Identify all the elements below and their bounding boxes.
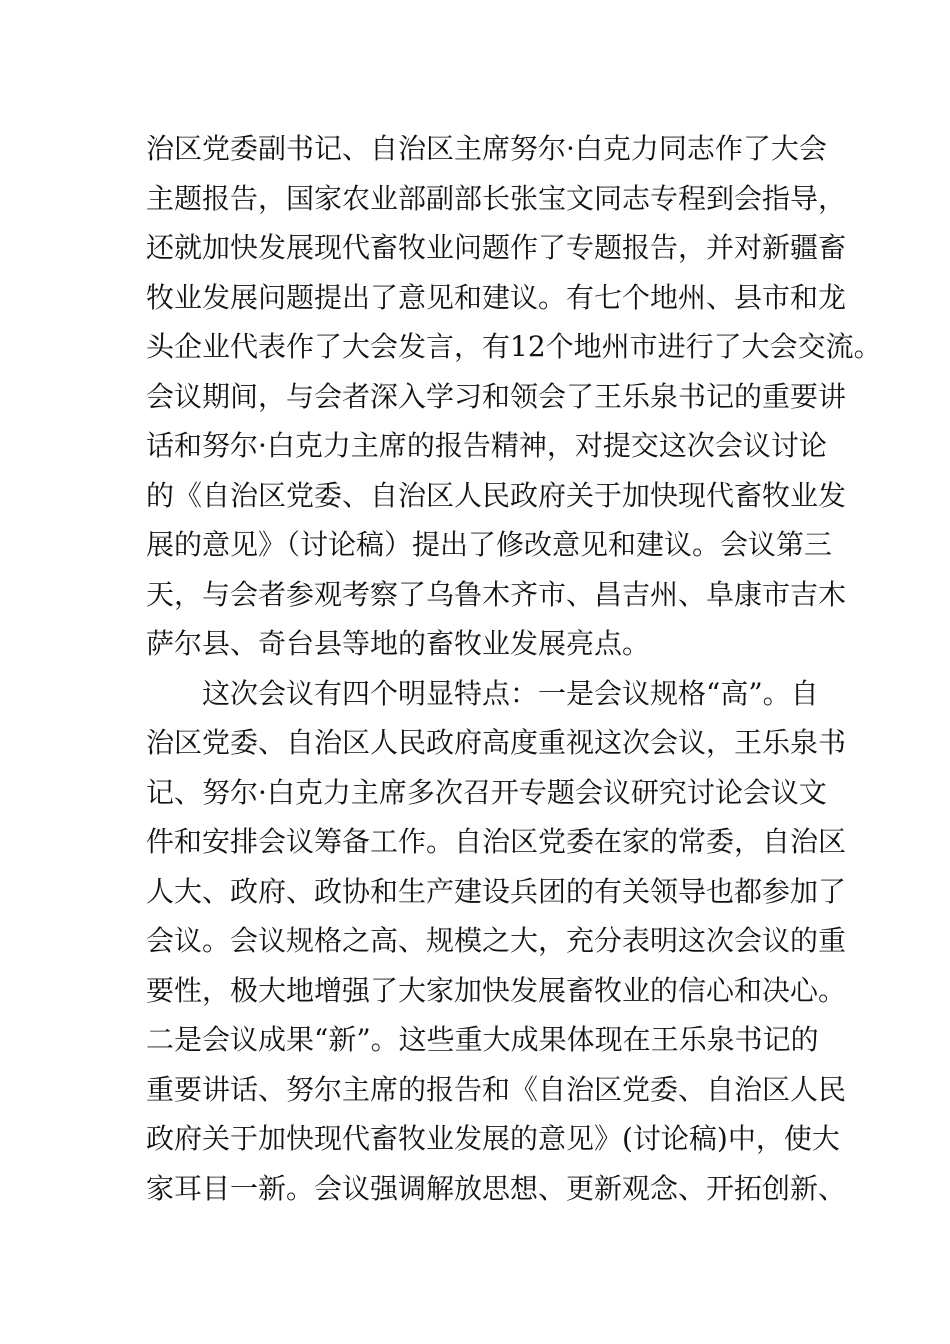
text-line: 二是会议成果“新”。这些重大成果体现在王乐泉书记的	[146, 1023, 819, 1056]
text-line: 话和努尔·白克力主席的报告精神，对提交这次会议讨论	[146, 429, 827, 462]
text-line: 头企业代表作了大会发言，有12个地州市进行了大会交流。	[146, 330, 882, 363]
text-line: 治区党委副书记、自治区主席努尔·白克力同志作了大会	[146, 132, 827, 165]
text-line: 牧业发展问题提出了意见和建议。有七个地州、县市和龙	[146, 280, 847, 314]
text-line: 会议。会议规格之高、规模之大，充分表明这次会议的重	[146, 924, 847, 957]
text-line: 萨尔县、奇台县等地的畜牧业发展亮点。	[146, 627, 651, 660]
paragraph-start-line: 这次会议有四个明显特点：一是会议规格“高”。自	[202, 676, 819, 710]
text-line: 会议期间，与会者深入学习和领会了王乐泉书记的重要讲	[146, 379, 847, 413]
text-line: 要性，极大地增强了大家加快发展畜牧业的信心和决心。	[146, 973, 847, 1007]
text-line: 天，与会者参观考察了乌鲁木齐市、昌吉州、阜康市吉木	[146, 577, 847, 611]
text-line: 还就加快发展现代畜牧业问题作了专题报告，并对新疆畜	[146, 231, 847, 264]
text-line: 件和安排会议筹备工作。自治区党委在家的常委，自治区	[146, 825, 847, 858]
text-line: 人大、政府、政协和生产建设兵团的有关领导也都参加了	[146, 874, 847, 908]
text-line: 展的意见》（讨论稿）提出了修改意见和建议。会议第三	[146, 528, 833, 561]
text-line: 的《自治区党委、自治区人民政府关于加快现代畜牧业发	[146, 478, 847, 512]
text-line: 治区党委、自治区人民政府高度重视这次会议，王乐泉书	[146, 726, 847, 759]
text-line: 记、努尔·白克力主席多次召开专题会议研究讨论会议文	[146, 775, 827, 809]
text-line: 家耳目一新。会议强调解放思想、更新观念、开拓创新、	[146, 1171, 847, 1205]
text-line: 重要讲话、努尔主席的报告和《自治区党委、自治区人民	[146, 1072, 847, 1106]
body-text	[146, 124, 882, 1213]
text-line: 政府关于加快现代畜牧业发展的意见》(讨论稿)中，使大	[146, 1122, 840, 1155]
text-line: 主题报告，国家农业部副部长张宝文同志专程到会指导，	[146, 181, 847, 215]
